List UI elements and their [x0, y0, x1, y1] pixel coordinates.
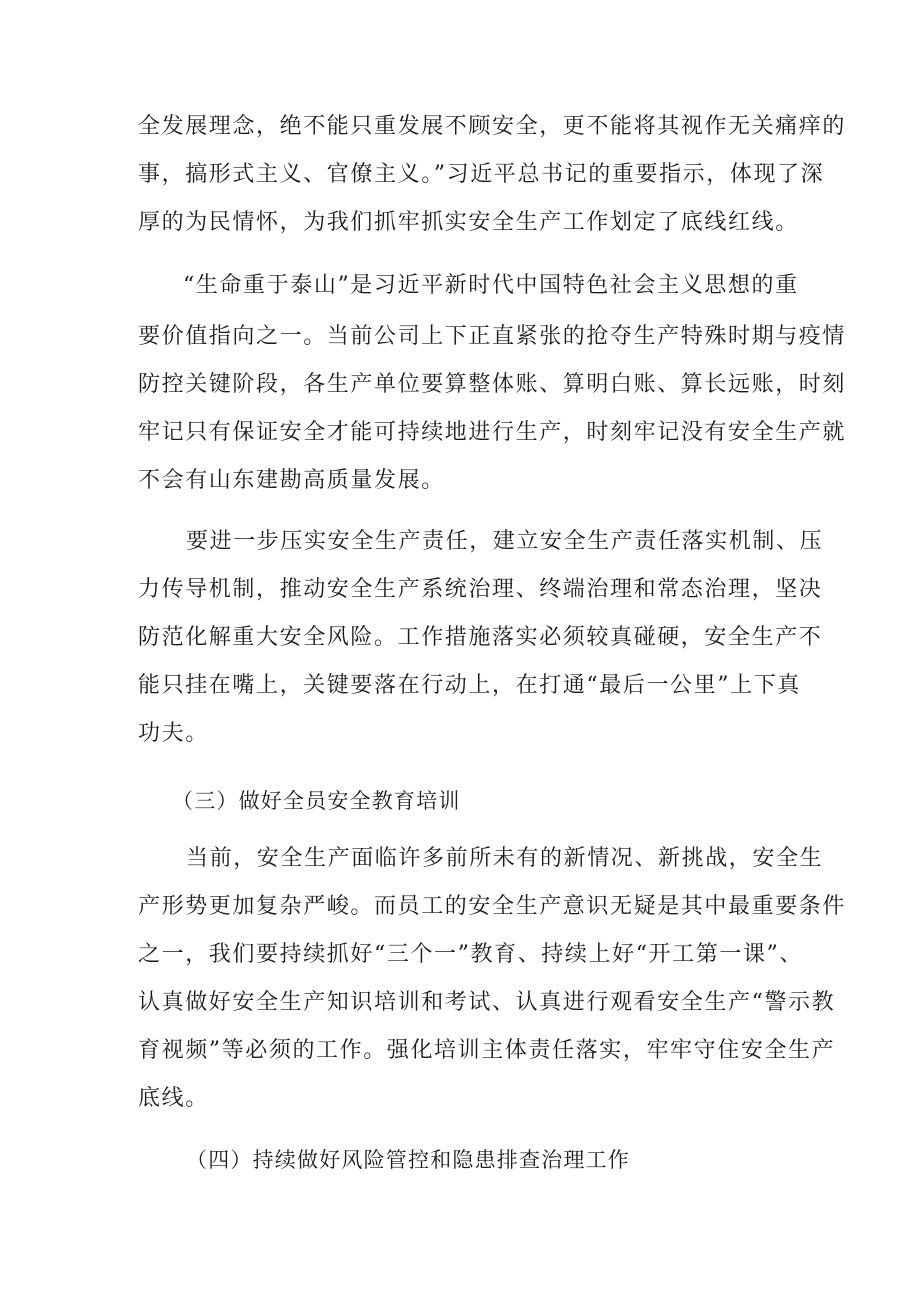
paragraph-line: 功夫。: [138, 721, 209, 746]
paragraph-line: 防控关键阶段，各生产单位要算整体账、算明白账、算长远账，时刻: [138, 372, 847, 397]
paragraph-line: 事，搞形式主义、官僚主义。”习近平总书记的重要指示，体现了深: [138, 162, 825, 187]
section-heading: （四）持续做好风险管控和隐患排查治理工作: [186, 1148, 630, 1172]
paragraph-line: 不会有山东建勘高质量发展。: [138, 468, 445, 493]
paragraph-line: 能只挂在嘴上，关键要落在行动上，在打通“最后一公里”上下真: [138, 673, 801, 698]
paragraph-line: 之一，我们要持续抓好“三个一”教育、持续上好“开工第一课”、: [138, 942, 803, 967]
paragraph-line: 产形势更加复杂严峻。而员工的安全生产意识无疑是其中最重要条件: [138, 894, 847, 919]
paragraph-line: 要价值指向之一。当前公司上下正直紧张的抢夺生产特殊时期与疫情: [138, 324, 847, 349]
paragraph-line: 育视频”等必须的工作。强化培训主体责任落实，牢牢守住安全生产: [138, 1038, 836, 1063]
paragraph-line: 牢记只有保证安全才能可持续地进行生产，时刻牢记没有安全生产就: [138, 420, 847, 445]
paragraph-line: 防范化解重大安全风险。工作措施落实必须较真碰硬，安全生产不: [138, 625, 823, 650]
paragraph-line: “生命重于泰山”是习近平新时代中国特色社会主义思想的重: [183, 273, 799, 298]
paragraph-line: 厚的为民情怀，为我们抓牢抓实安全生产工作划定了底线红线。: [138, 210, 799, 235]
paragraph-line: 全发展理念，绝不能只重发展不顾安全，更不能将其视作无关痛痒的: [138, 114, 847, 139]
paragraph-line: 要进一步压实安全生产责任，建立安全生产责任落实机制、压: [186, 529, 824, 554]
section-heading: （三）做好全员安全教育培训: [172, 789, 461, 813]
paragraph-line: 认真做好安全生产知识培训和考试、认真进行观看安全生产“警示教: [138, 990, 836, 1015]
paragraph-line: 底线。: [138, 1086, 209, 1111]
paragraph-line: 当前，安全生产面临许多前所未有的新情况、新挑战，安全生: [186, 846, 824, 871]
paragraph-line: 力传导机制，推动安全生产系统治理、终端治理和常态治理，坚决: [138, 577, 823, 602]
